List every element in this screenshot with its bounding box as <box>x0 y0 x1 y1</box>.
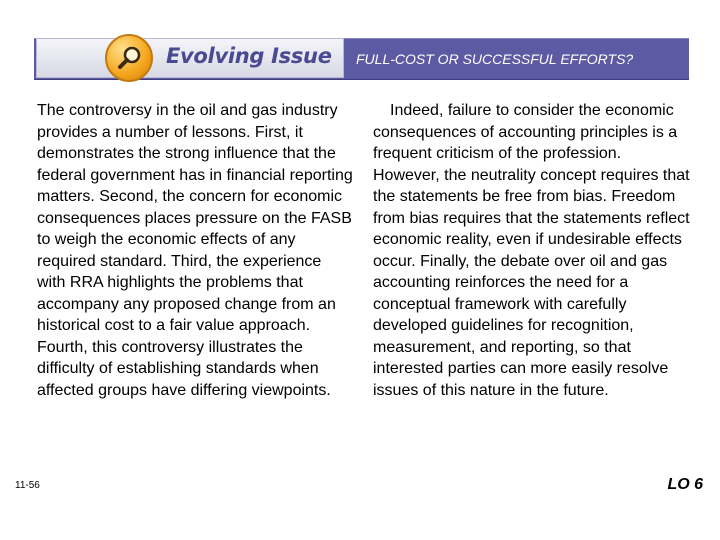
learning-objective-label: LO 6 <box>667 476 703 493</box>
banner-title: Evolving Issue <box>166 44 332 68</box>
page-number: 11-56 <box>15 480 40 491</box>
left-column-text: The controversy in the oil and gas industry provides a number of lessons. First, it demonstrates the strong influence that the federal government has in financial reporting matters. Second, the concern for economic consequences places pressure on the FASB to weigh the economic effects of any required standard. Third, the experience with RRA highlights the problems that accompany any proposed change from an historical cost to a fair value approach. Fourth, this controversy illustrates the difficulty of establishing standards when affected groups have differing viewpoints. <box>37 102 353 399</box>
magnifying-glass-icon <box>117 45 143 71</box>
right-column-text: Indeed, failure to consider the economic consequences of accounting principles is a frequent criticism of the profession. However, the neutrality concept requires that the statements be free from bias. Freedom from bias requires that the statements reflect economic reality, even if undesirable effects occur. Finally, the debate over oil and gas accounting reinforces the need for a conceptual framework with carefully developed guidelines for recognition, measurement, and reporting, so that interested parties can more easily resolve issues of this nature in the future. <box>373 102 690 399</box>
banner-subtitle: FULL-COST OR SUCCESSFUL EFFORTS? <box>356 51 634 67</box>
